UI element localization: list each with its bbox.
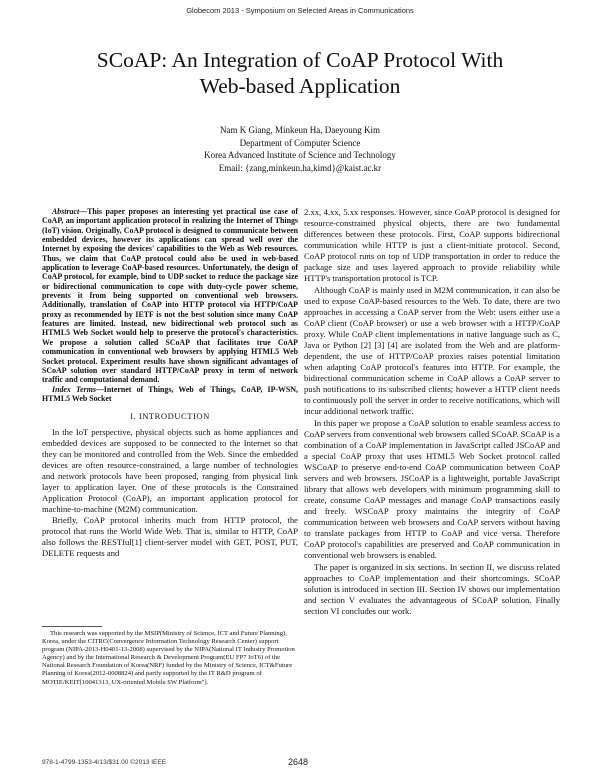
left-column — [42, 207, 298, 559]
footnote-text: This research was supported by the MSIP(Ministry of Science, ICT and Future Planning), Korea, under the CITRC(Convergence Information Technology Research Center) support program (NIPA-2013-H0401-13-2008) supervised by the NIPA(National IT Industry Promotion Agency) and by the International Research & Development Program(EU FP7 IoT6) of the National Research Foundation of Korea(NRF) funded by the Ministry of Science, ICT&Future Planning of Korea(2012-0008824) and partly supported by the IT R&D program of MOTIE/KEIT[10041313, UX-oriented Mobile SW Platform"]. — [42, 630, 295, 686]
right-paragraph-1: 2.xx, 4.xx, 5.xx responses. However, since CoAP protocol is designed for resource-constrained physical objects, there are two fundamental differences between these protocols. First, CoAP supports bidirectional communication while HTTP is just a client-initiate protocol. Second, CoAP protocol runs on top of UDP transportation in order to reduce the package size and uses layered approach to provide reliability while HTTP's transportation protocol is TCP. — [304, 207, 560, 283]
right-paragraph-3: In this paper we propose a CoAP solution to enable seamless access to CoAP servers from conventional web browsers called SCoAP. SCoAP is a combination of a CoAP implementation in JavaScript called JSCoAP and a special CoAP proxy that uses HTML5 Web Socket protocol called WSCoAP to preserve end-to-end CoAP communication between CoAP servers and web browsers. JSCoAP is a lightweight, portable JavaScript library that allows web developers with minimum programming skill to create, consume CoAP messages and manage CoAP transactions easily and freely. WSCoAP proxy maintains the integrity of CoAP communication between web browsers and CoAP servers without having to translate packages from HTTP to CoAP and vice versa. Therefore CoAP protocol's capabilities are preserved and CoAP communication in conventional web browsers is enabled. — [304, 418, 560, 560]
intro-paragraph-2: Briefly, CoAP protocol inherits much from HTTP protocol, the protocol that runs the World Wide Web. That is, similar to HTTP, CoAP also follows the RESTful[1] client-server model with GET, POST, PUT, DELETE requests and — [42, 515, 298, 559]
paper-title — [40, 47, 560, 99]
running-head: Globecom 2013 - Symposium on Selected Areas in Communications — [186, 6, 414, 15]
copyright-notice: 978-1-4799-1353-4/13/$31.00 ©2013 IEEE — [42, 759, 167, 766]
abstract-text: —This paper proposes an interesting yet practical use case of CoAP, an important application protocol in realizing the Internet of Things (IoT) vision. Originally, CoAP protocol is designed to communicate between embedded devices, however its applications can spread well over the Internet by exposing the devices' capabilities to the Web as Web resources. Thus, we claim that CoAP protocol could also be used in web-based application to leverage CoAP-based resources. Unfortunately, the design of CoAP protocol, for example, bind to UDP socket to reduce the package size or bidirectional communication to cope with duty-cycle power scheme, prevents it from being supported on conventional web browsers. Additionally, translation of CoAP into HTTP protocol via HTTP/CoAP proxy as recommended by IETF is not the best solution since many CoAP features are limited. Instead, new bidirectional web protocol such as HTML5 Web Socket would help to preserve the protocol's characteristics. We propose a solution called SCoAP that facilitates true CoAP communication in conventional web browsers by applying HTML5 Web Socket protocol. Experiment results have shown significant advantages of SCoAP solution over standard HTTP/CoAP proxy in term of network traffic and computational demand. — [42, 207, 298, 385]
footnote — [42, 630, 298, 687]
intro-paragraph-1: In the IoT perspective, physical objects such as home appliances and embedded devices are supposed to be connected to the Internet so that they can be monitored and controlled from the Web. Since the embedded devices are often resource-constrained, a large number of technologies and network protocols have been proposed, ranging from physical link layer to application layer. One of these protocols is the Constrained Application Protocol (CoAP), an important application protocol for machine-to-machine (M2M) communication. — [42, 427, 298, 515]
index-terms — [42, 385, 298, 404]
index-terms-text: —Internet of Things, Web of Things, CoAP, IP-WSN, HTML5 Web Socket — [42, 384, 298, 403]
abstract — [42, 207, 298, 385]
page-number: 2648 — [288, 757, 309, 767]
author-names: Nam K Giang, Minkeun Ha, Daeyoung Kim — [220, 125, 380, 135]
title-line-2: Web-based Application — [199, 74, 401, 98]
right-paragraph-4: The paper is organized in six sections. In section II, we discuss related approaches to CoAP implementation and their shortcomings. SCoAP solution is introduced in section III. Section IV shows our implementation and section V evaluates the advantageous of SCoAP solution. Finally section VI concludes our work. — [304, 562, 560, 616]
abstract-lead: Abstract — [52, 207, 80, 216]
right-paragraph-2: Although CoAP is mainly used in M2M communication, it can also be used to expose CoAP-based resources to the Web. To date, there are two approaches in accessing a CoAP server from the Web: users either use a CoAP client (CoAP browser) or use a web browser with a HTTP/CoAP proxy. While CoAP client implementations in native language such as C, Java or Python [2] [3] [4] are isolated from the Web and are platform-dependent, the use of HTTP/CoAP proxies raises potential limitation when adapting CoAP protocol's features into HTTP. For example, the bidirectional communication scheme in CoAP allows a CoAP server to push notifications to its subscribed clients; however a HTTP client needs to continuously poll the server in order to receive notifications, which will incur additional network traffic. — [304, 285, 560, 416]
section-heading-introduction: I. INTRODUCTION — [130, 411, 210, 422]
title-line-1: SCoAP: An Integration of CoAP Protocol With — [96, 48, 504, 72]
author-department: Department of Computer Science — [239, 137, 361, 148]
author-institute: Korea Advanced Institute of Science and Technology — [204, 150, 396, 160]
author-email: Email: {zang,minkeun.ha,kimd}@kaist.ac.kr — [218, 162, 382, 173]
right-column — [304, 207, 560, 617]
footnote-rule — [42, 626, 102, 627]
index-terms-lead: Index Terms — [52, 384, 96, 394]
author-block — [60, 124, 540, 174]
